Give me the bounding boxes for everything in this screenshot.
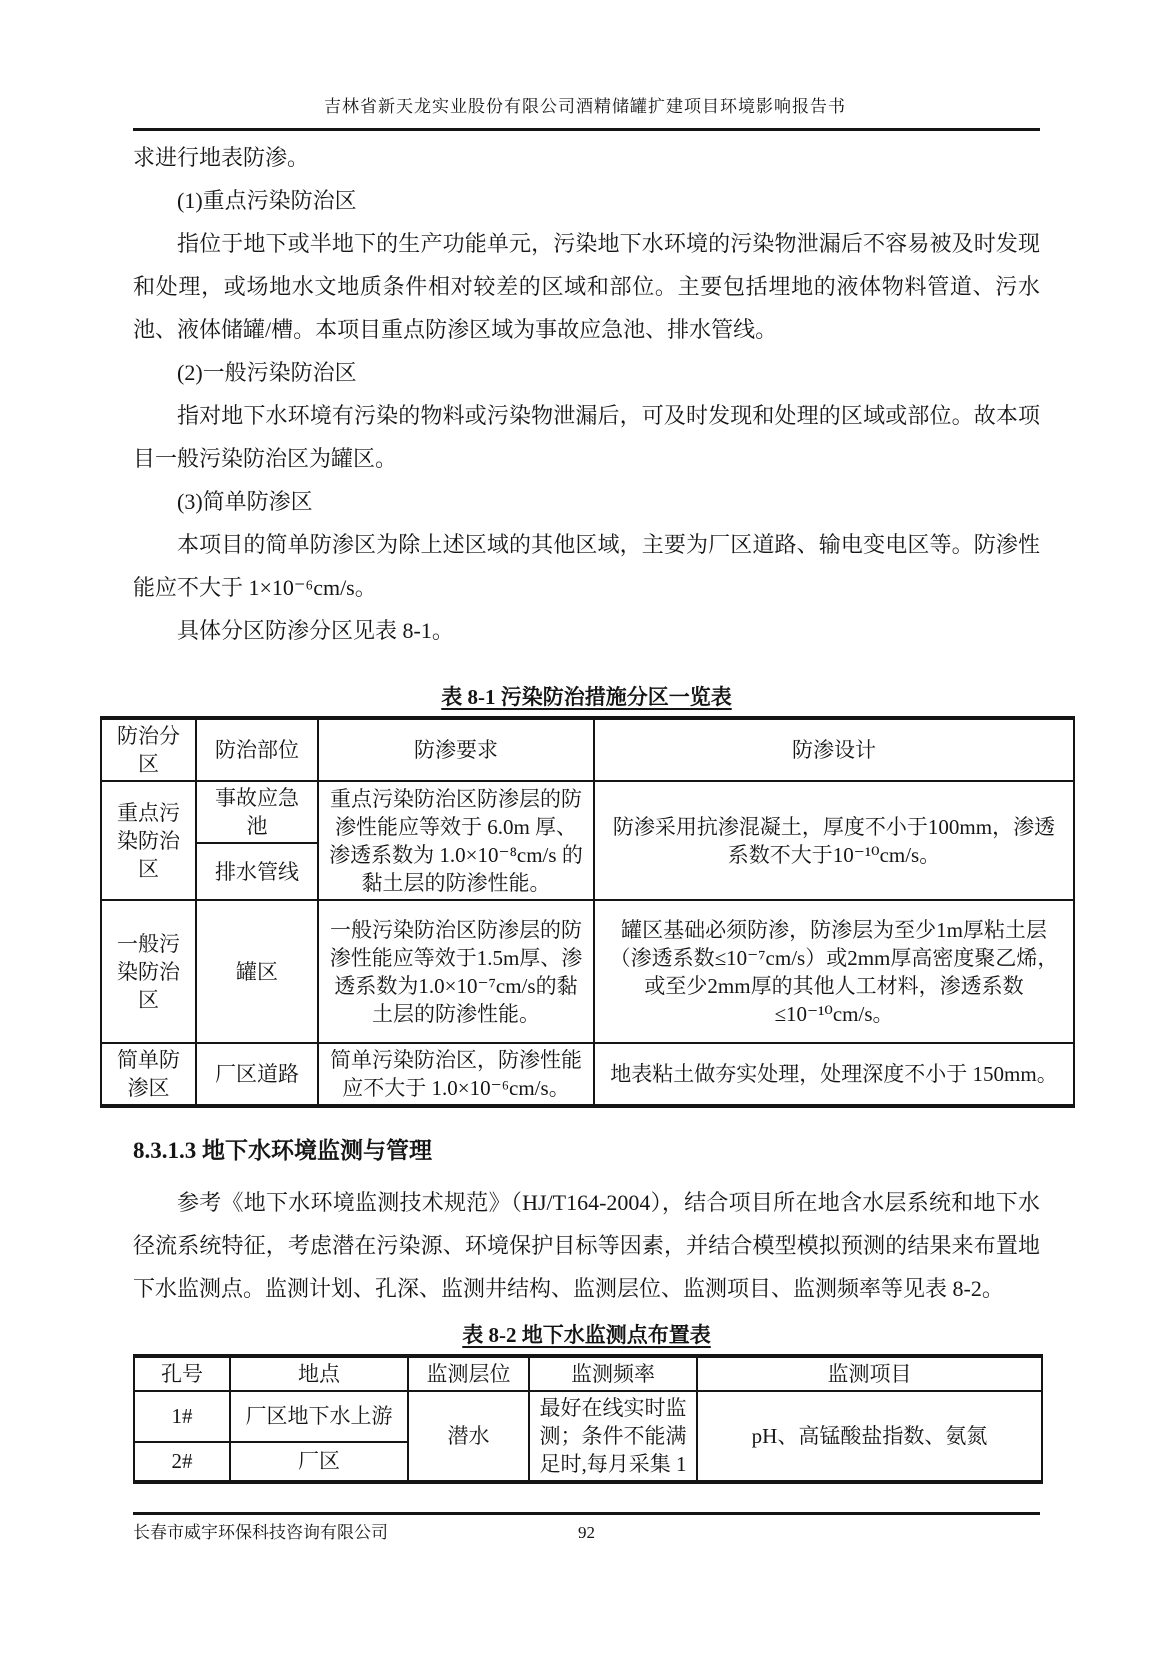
table2-header-location: 地点 (230, 1356, 408, 1391)
subsection-heading-3: (3)简单防渗区 (177, 489, 313, 514)
table1-header-design: 防渗设计 (594, 718, 1074, 781)
paragraph-general-zone: 指对地下水环境有污染的物料或污染物泄漏后，可及时发现和处理的区域或部位。故本项目一般污染防治区为罐区。 (133, 403, 1040, 471)
table1-cell-simple-requirement: 简单污染防治区，防渗性能应不大于 1.0×10⁻⁶cm/s。 (318, 1043, 594, 1106)
table2-title (133, 1320, 1040, 1350)
table1-row-key-a (101, 781, 1074, 843)
table1-row-general (101, 900, 1074, 1043)
table1-header-requirement: 防渗要求 (318, 718, 594, 781)
table1-cell-key-design: 防渗采用抗渗混凝土，厚度不小于100mm，渗透系数不大于10⁻¹⁰cm/s。 (594, 781, 1074, 900)
table2-header-hole: 孔号 (134, 1356, 230, 1391)
header-rule (133, 128, 1040, 131)
subsection-heading-1: (1)重点污染防治区 (177, 188, 357, 213)
table1-cell-general-design: 罐区基础必须防渗，防渗层为至少1m厚粘土层（渗透系数≤10⁻⁷cm/s）或2mm厚高密度聚乙烯，或至少2mm厚的其他人工材料，渗透系数≤10⁻¹⁰cm/s。 (594, 900, 1074, 1043)
page-content (117, 136, 1059, 1484)
table1-title-text: 表 8-1 污染防治措施分区一览表 (441, 685, 732, 709)
table1-cell-simple-design: 地表粘土做夯实处理，处理深度不小于 150mm。 (594, 1043, 1074, 1106)
table1-cell-plant-road: 厂区道路 (196, 1043, 318, 1106)
table1-cell-emergency-pool: 事故应急池 (196, 781, 318, 843)
section-heading: 8.3.1.3 地下水环境监测与管理 (133, 1138, 432, 1163)
table2-title-text: 表 8-2 地下水监测点布置表 (462, 1323, 711, 1347)
footer-company: 长春市威宇环保科技咨询有限公司 (133, 1523, 388, 1542)
table1-header-part: 防治部位 (196, 718, 318, 781)
table1-cell-key-zone: 重点污染防治区 (101, 781, 196, 900)
table2-cell-hole-1: 1# (134, 1391, 230, 1442)
table2-cell-location-2: 厂区 (230, 1442, 408, 1482)
table2-header-items: 监测项目 (697, 1356, 1042, 1391)
footer-row (133, 1522, 1040, 1544)
page-number: 92 (578, 1523, 595, 1542)
monitoring-paragraph: 参考《地下水环境监测技术规范》（HJ/T164-2004），结合项目所在地含水层系统和地下水径流系统特征，考虑潜在污染源、环境保护目标等因素，并结合模型模拟预测的结果来布置地下水监测点。监测计划、孔深、监测井结构、监测层位、监测项目、监测频率等见表 8-2。 (133, 1190, 1040, 1301)
table2-cell-layer: 潜水 (408, 1391, 529, 1482)
table2-cell-items: pH、高锰酸盐指数、氨氮 (697, 1391, 1042, 1482)
table1-cell-general-requirement: 一般污染防治区防渗层的防渗性能应等效于1.5m厚、渗透系数为1.0×10⁻⁷cm/s的黏土层的防渗性能。 (318, 900, 594, 1043)
table1-header-row (101, 718, 1074, 781)
see-table1-line: 具体分区防渗分区见表 8-1。 (177, 618, 454, 643)
table2-cell-hole-2: 2# (134, 1442, 230, 1482)
table1-cell-simple-zone: 简单防渗区 (101, 1043, 196, 1106)
table1-cell-tank-area: 罐区 (196, 900, 318, 1043)
report-header-title: 吉林省新天龙实业股份有限公司酒精储罐扩建项目环境影响报告书 (324, 97, 846, 116)
table2-row-1 (134, 1391, 1042, 1442)
subsection-heading-2: (2)一般污染防治区 (177, 360, 357, 385)
table2-cell-frequency: 最好在线实时监测；条件不能满足时,每月采集 1 (529, 1391, 697, 1482)
table-8-1 (100, 716, 1075, 1108)
table1-cell-general-zone: 一般污染防治区 (101, 900, 196, 1043)
paragraph-key-zone: 指位于地下或半地下的生产功能单元，污染地下水环境的污染物泄漏后不容易被及时发现和处理，或场地水文地质条件相对较差的区域和部位。主要包括埋地的液体物料管道、污水池、液体储罐/槽。本项目重点防渗区域为事故应急池、排水管线。 (133, 231, 1040, 342)
intro-line: 求进行地表防渗。 (133, 145, 310, 170)
table2-header-row (134, 1356, 1042, 1391)
table2-header-frequency: 监测频率 (529, 1356, 697, 1391)
table2-cell-location-1: 厂区地下水上游 (230, 1391, 408, 1442)
paragraph-simple-zone: 本项目的简单防渗区为除上述区域的其他区域，主要为厂区道路、输电变电区等。防渗性能应不大于 1×10⁻⁶cm/s。 (133, 532, 1040, 600)
table2-header-layer: 监测层位 (408, 1356, 529, 1391)
table1-row-simple (101, 1043, 1074, 1106)
table1-cell-drain-pipeline: 排水管线 (196, 843, 318, 900)
table1-header-zone: 防治分区 (101, 718, 196, 781)
footer-rule (133, 1512, 1040, 1515)
table-8-2 (133, 1354, 1043, 1484)
page-footer (133, 1512, 1040, 1544)
table1-cell-key-requirement: 重点污染防治区防渗层的防渗性能应等效于 6.0m 厚、渗透系数为 1.0×10⁻⁸cm/s 的黏土层的防渗性能。 (318, 781, 594, 900)
table1-title (133, 682, 1040, 712)
